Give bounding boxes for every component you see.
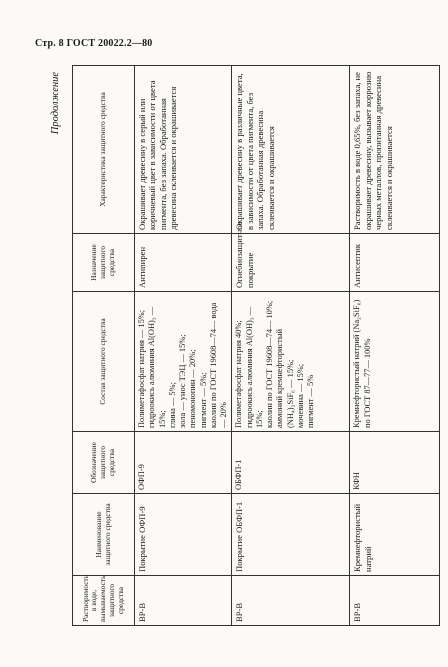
characteristic-cell: Окрашивает древесину в различные цвета, в зависимости от цвета пигмента, без запаха. Обработанная древесина склеивается и окрашивается [232,66,350,234]
characteristic-cell: Окрашивает древесину в серый или коричневый цвет в зависимости от цвета пигмента, без запаха. Обработанная древесина склеивается и окрашивается [135,66,232,234]
table-row [232,66,350,626]
composition-line: Полиметафосфат натрия — 15%; [137,309,146,428]
composition-line: мочевина — 15%; [295,363,305,428]
table-header-row [73,66,135,626]
column-header: Наименование защитного средства [73,494,135,576]
purpose-cell: Огнебиозащитное покрытие [232,234,350,292]
column-header: Обозначение защитного средства [73,432,135,494]
solubility-cell: ВР-В [232,576,350,626]
protective-agents-table [72,65,440,626]
name-cell: Покрытие ОБФП-1 [232,494,350,576]
page-header: Стр. 8 ГОСТ 20022.2—80 [35,38,153,49]
column-header: Растворимость в воде, вымываемость защитного средства [73,576,135,626]
column-header: Характеристика защитного средства [73,66,135,234]
column-header: Состав защитного средства [73,292,135,432]
solubility-cell: ВР-В [135,576,232,626]
composition-line: гидроокись алюминия Al(OH)₃ — 15%; [147,306,167,428]
name-cell: Кремнефтористый натрий [350,494,440,576]
name-cell: Покрытие ОФП-9 [135,494,232,576]
composition-line: каолин по ГОСТ 19608—74— вода — 20% [208,302,228,428]
composition-cell [232,292,350,432]
column-header: Назначение защитного средства [73,234,135,292]
rotated-table-container [50,66,438,626]
composition-line: Кремнефтористый натрий (Na₂SiF₆) по ГОСТ 87—77— 100% [352,299,372,428]
table-row [350,66,440,626]
purpose-cell: Антисептик [350,234,440,292]
designation-cell: КФН [350,432,440,494]
composition-cell [135,292,232,432]
composition-line: пигмент — 5%; [198,372,208,428]
designation-cell: ОБФП-1 [232,432,350,494]
composition-line: зола — унос ТЭЦ — 15%; [178,334,187,428]
characteristic-cell: Растворимость в воде 0,65%, без запаха, не окрашивает древесину, вызывает коррозию черных металлов, пропитанная древесина склеивается и окрашивается [350,66,440,234]
composition-line: пигмент — 5% [306,374,315,428]
composition-line: аммоний кремнефтористый (NH₄)₂SiF₆ — 15%; [275,329,295,428]
composition-line: Полиметафосфат натрия 40%; [234,320,244,428]
continuation-label: Продолжение [50,72,61,135]
solubility-cell: ВР-В [350,576,440,626]
composition-line: гидроокись алюминия Al(OH)₃ — 15%; [244,306,264,428]
table-row [135,66,232,626]
composition-cell [350,292,440,432]
purpose-cell: Антипирен [135,234,232,292]
designation-cell: ОФП-9 [135,432,232,494]
composition-line: каолин по ГОСТ 19608—74— 10%; [265,300,274,428]
composition-line: пеномонопин — 20%; [188,349,198,428]
composition-line: глина — 5%; [167,382,177,428]
